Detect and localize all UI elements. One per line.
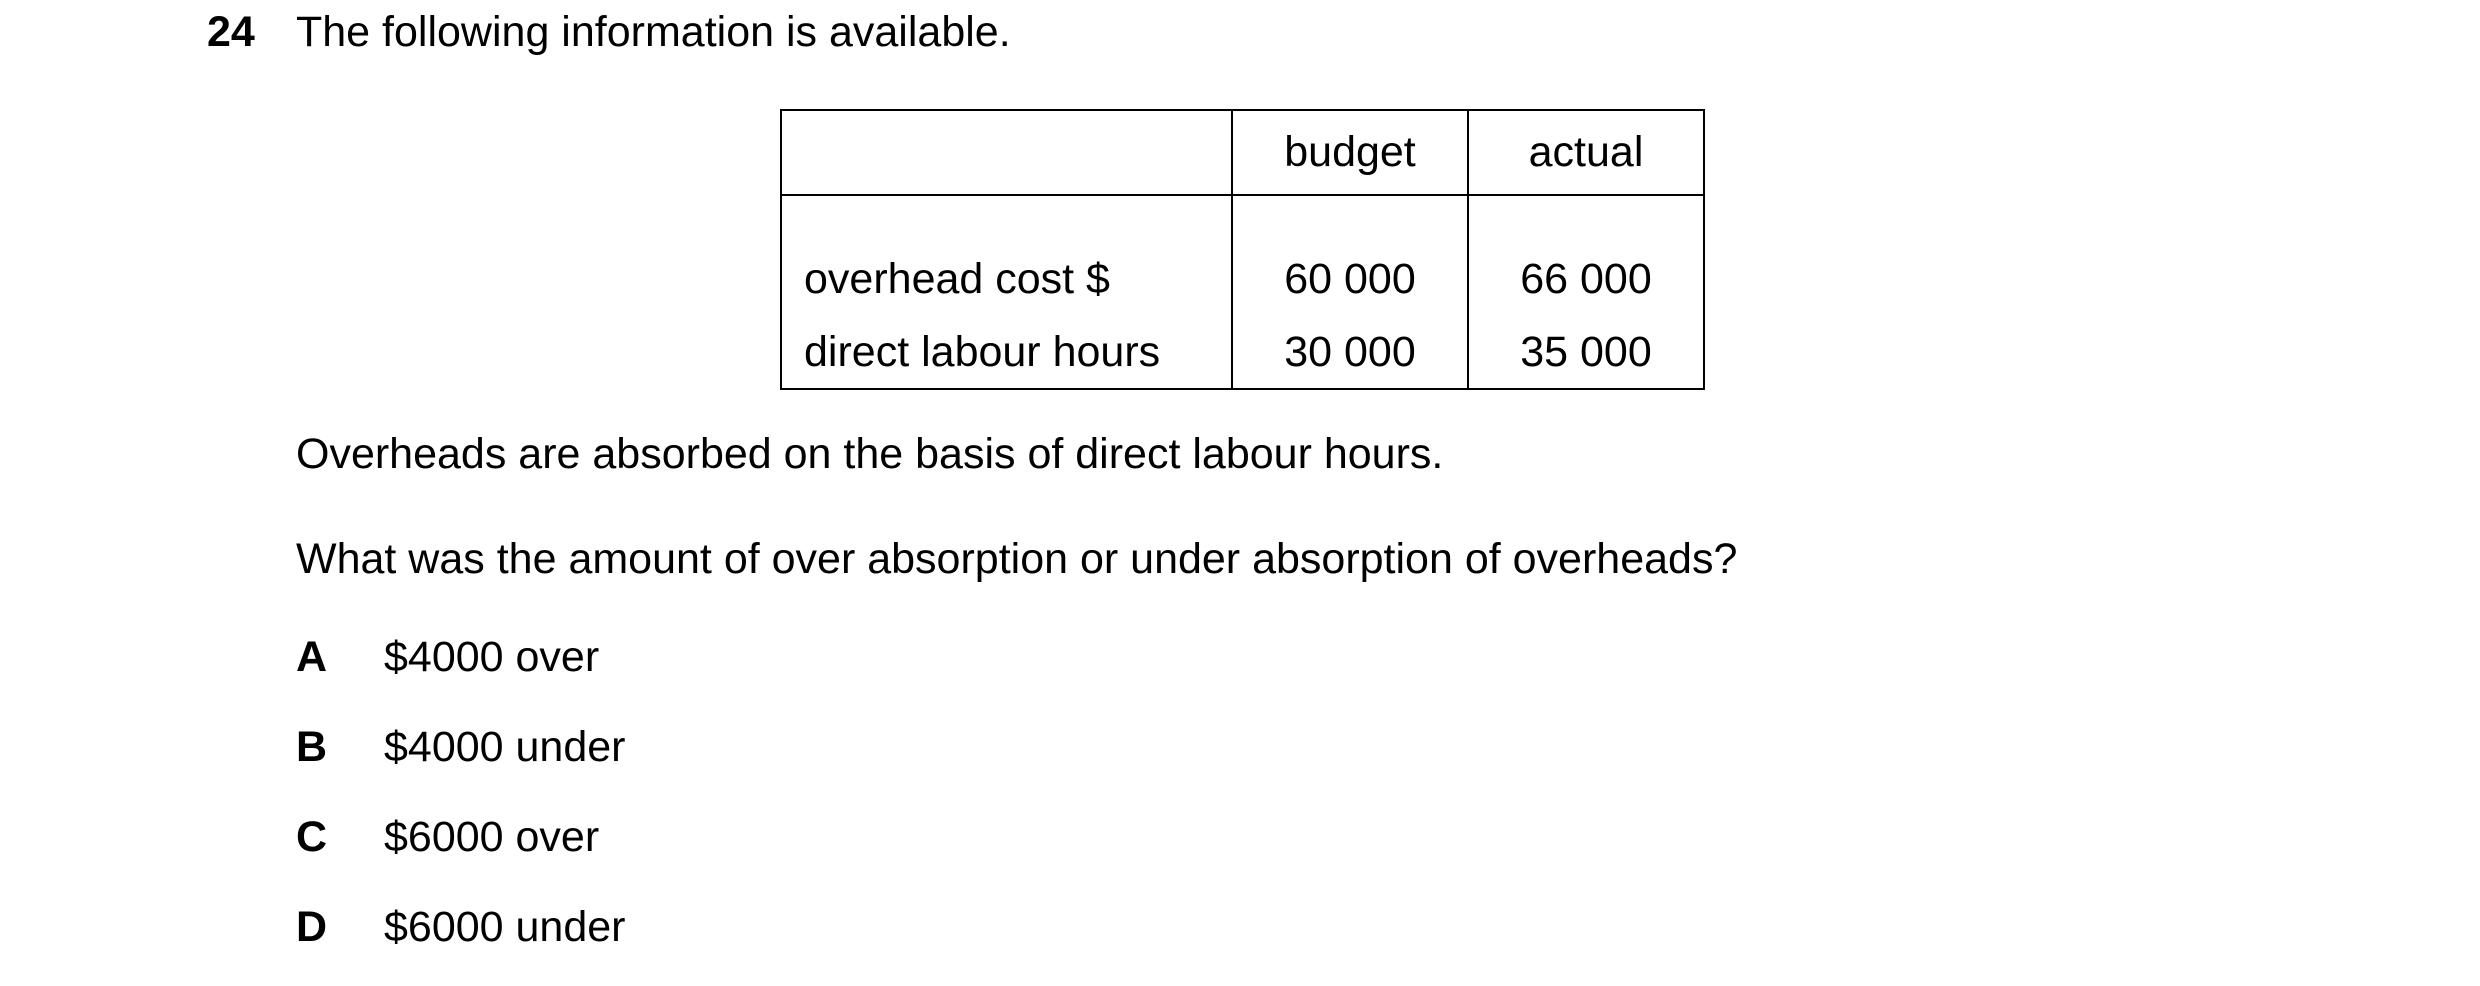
table-header-row [781, 110, 1704, 195]
table-header-cell: actual [1468, 110, 1704, 195]
table-cell: overhead cost $ [781, 195, 1232, 316]
option-text-b: $4000 under [384, 723, 626, 771]
question-prompt: What was the amount of over absorption or under absorption of overheads? [296, 535, 1738, 583]
option-letter-d: D [296, 903, 328, 951]
table-cell: 60 000 [1232, 195, 1468, 316]
table-row [781, 195, 1704, 316]
option-letter-b: B [296, 723, 328, 771]
question-intro: The following information is available. [296, 8, 1011, 56]
question-number: 24 [207, 8, 255, 56]
table-cell: direct labour hours [781, 316, 1232, 389]
option-text-c: $6000 over [384, 813, 600, 861]
option-letter-c: C [296, 813, 328, 861]
option-text-d: $6000 under [384, 903, 626, 951]
table-cell: 66 000 [1468, 195, 1704, 316]
table-cell: 35 000 [1468, 316, 1704, 389]
statement-text: Overheads are absorbed on the basis of direct labour hours. [296, 430, 1444, 478]
table-cell: 30 000 [1232, 316, 1468, 389]
table-header-cell [781, 110, 1232, 195]
table-row [781, 316, 1704, 389]
information-table [780, 109, 1705, 390]
option-letter-a: A [296, 633, 328, 681]
option-text-a: $4000 over [384, 633, 600, 681]
table-header-cell: budget [1232, 110, 1468, 195]
